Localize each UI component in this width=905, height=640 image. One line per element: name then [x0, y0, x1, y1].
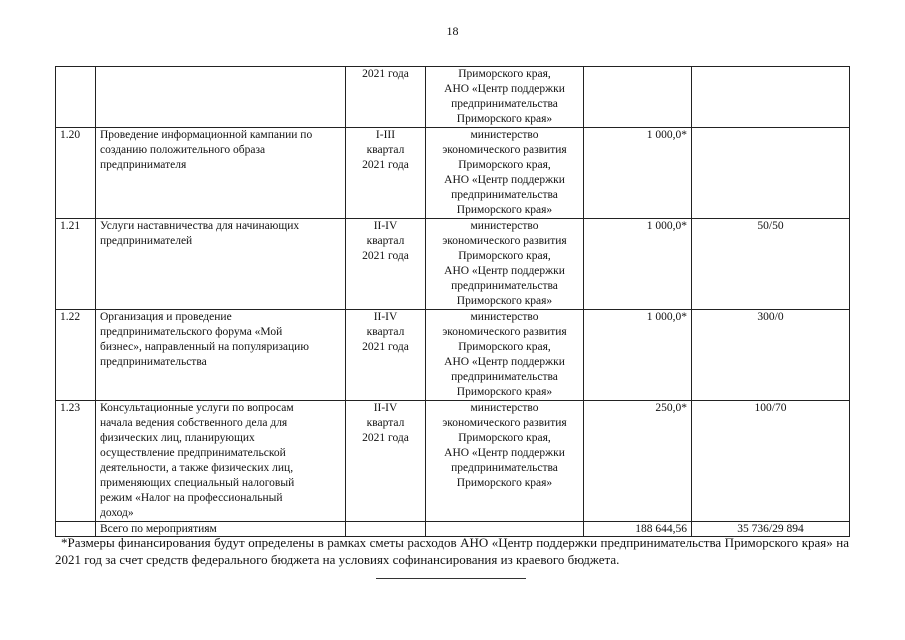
executor-line: экономического развития — [442, 326, 567, 338]
event-line: созданию положительного образа — [100, 144, 266, 156]
total-financing-cell: 188 644,56 — [584, 522, 692, 537]
financing-footnote: *Размеры финансирования будут определены в рамках сметы расходов АНО «Центр поддержки предпринимательства Приморского края» на 2021 год за счет средств федерального бюджета на условиях софинансирования из краевого бюджета. — [55, 535, 849, 567]
executor-line: предпринимательства — [451, 371, 558, 383]
executor-line: Приморского края, — [458, 159, 551, 171]
page-number: 18 — [446, 24, 459, 38]
executor-line: Приморского края, — [458, 250, 551, 262]
event-line: доход» — [100, 507, 134, 519]
executor-line: Приморского края» — [456, 386, 553, 398]
event-cell — [96, 219, 346, 310]
event-line: Проведение информационной кампании по — [100, 129, 313, 141]
executor-cell — [426, 67, 584, 128]
financing-cell — [584, 67, 692, 128]
term-line: 2021 года — [362, 250, 409, 262]
executor-line: АНО «Центр поддержки — [444, 83, 565, 95]
event-line: применяющих специальный налоговый — [100, 477, 295, 489]
table-row — [56, 310, 850, 401]
term-line: 2021 года — [362, 341, 409, 353]
event-cell — [96, 128, 346, 219]
event-line: режим «Налог на профессиональный — [100, 492, 283, 504]
executor-line: Приморского края» — [456, 477, 553, 489]
event-cell — [96, 401, 346, 522]
financing-cell: 1 000,0* — [584, 219, 692, 310]
term-line: I-III — [375, 129, 396, 141]
executor-line: АНО «Центр поддержки — [444, 356, 565, 368]
executor-line: АНО «Центр поддержки — [444, 447, 565, 459]
executor-line: министерство — [470, 220, 539, 232]
event-line: осуществление предпринимательской — [100, 447, 286, 459]
executor-line: АНО «Центр поддержки — [444, 174, 565, 186]
executor-line: Приморского края» — [456, 204, 553, 216]
term-line: 2021 года — [362, 159, 409, 171]
executor-line: министерство — [470, 402, 539, 414]
event-line: Услуги наставничества для начинающих — [100, 220, 300, 232]
executor-line: Приморского края, — [458, 341, 551, 353]
total-indicator-cell: 35 736/29 894 — [692, 522, 850, 537]
executor-line: Приморского края, — [458, 432, 551, 444]
executor-line: экономического развития — [442, 417, 567, 429]
event-line: физических лиц, планирующих — [100, 432, 255, 444]
event-line: Организация и проведение — [100, 311, 232, 323]
row-number-cell: 1.23 — [56, 401, 96, 522]
term-cell — [346, 401, 426, 522]
financing-cell: 250,0* — [584, 401, 692, 522]
executor-line: министерство — [470, 311, 539, 323]
row-number-cell: 1.22 — [56, 310, 96, 401]
executor-cell — [426, 219, 584, 310]
executor-line: предпринимательства — [451, 280, 558, 292]
indicator-cell: 300/0 — [692, 310, 850, 401]
term-line: 2021 года — [362, 432, 409, 444]
total-label-cell: Всего по мероприятиям — [96, 522, 346, 537]
executor-line: Приморского края, — [458, 68, 551, 80]
executor-cell — [426, 401, 584, 522]
events-table — [55, 66, 850, 537]
term-line: II-IV — [373, 402, 398, 414]
event-cell — [96, 67, 346, 128]
executor-line: предпринимательства — [451, 462, 558, 474]
executor-cell — [426, 128, 584, 219]
executor-line: экономического развития — [442, 144, 567, 156]
financing-cell: 1 000,0* — [584, 310, 692, 401]
event-line: предпринимательства — [100, 356, 207, 368]
event-line: начала ведения собственного дела для — [100, 417, 288, 429]
executor-line: предпринимательства — [451, 98, 558, 110]
term-line: квартал — [366, 235, 405, 247]
executor-line: экономического развития — [442, 235, 567, 247]
table-row — [56, 219, 850, 310]
row-number-cell: 1.21 — [56, 219, 96, 310]
event-line: предпринимателя — [100, 159, 187, 171]
indicator-cell — [692, 128, 850, 219]
executor-line: Приморского края» — [456, 295, 553, 307]
term-line: квартал — [366, 326, 405, 338]
events-table-body — [56, 67, 850, 537]
term-line: II-IV — [373, 220, 398, 232]
event-cell — [96, 310, 346, 401]
financing-cell: 1 000,0* — [584, 128, 692, 219]
term-line: II-IV — [373, 311, 398, 323]
term-line: квартал — [366, 144, 405, 156]
footnote-separator-line — [376, 578, 526, 579]
event-line: предпринимателей — [100, 235, 193, 247]
term-cell — [346, 67, 426, 128]
executor-line: предпринимательства — [451, 189, 558, 201]
table-row — [56, 67, 850, 128]
term-cell — [346, 219, 426, 310]
table-row — [56, 401, 850, 522]
indicator-cell — [692, 67, 850, 128]
event-line: Консультационные услуги по вопросам — [100, 402, 294, 414]
table-row — [56, 128, 850, 219]
term-line: квартал — [366, 417, 405, 429]
row-number-cell: 1.20 — [56, 128, 96, 219]
indicator-cell: 50/50 — [692, 219, 850, 310]
executor-line: АНО «Центр поддержки — [444, 265, 565, 277]
executor-line: министерство — [470, 129, 539, 141]
executor-cell — [426, 310, 584, 401]
event-line: предпринимательского форума «Мой — [100, 326, 283, 338]
term-line: 2021 года — [362, 68, 409, 80]
indicator-cell: 100/70 — [692, 401, 850, 522]
event-line: бизнес», направленный на популяризацию — [100, 341, 309, 353]
term-cell — [346, 128, 426, 219]
executor-line: Приморского края» — [456, 113, 553, 125]
row-number-cell — [56, 67, 96, 128]
term-cell — [346, 310, 426, 401]
event-line: деятельности, а также физических лиц, — [100, 462, 294, 474]
